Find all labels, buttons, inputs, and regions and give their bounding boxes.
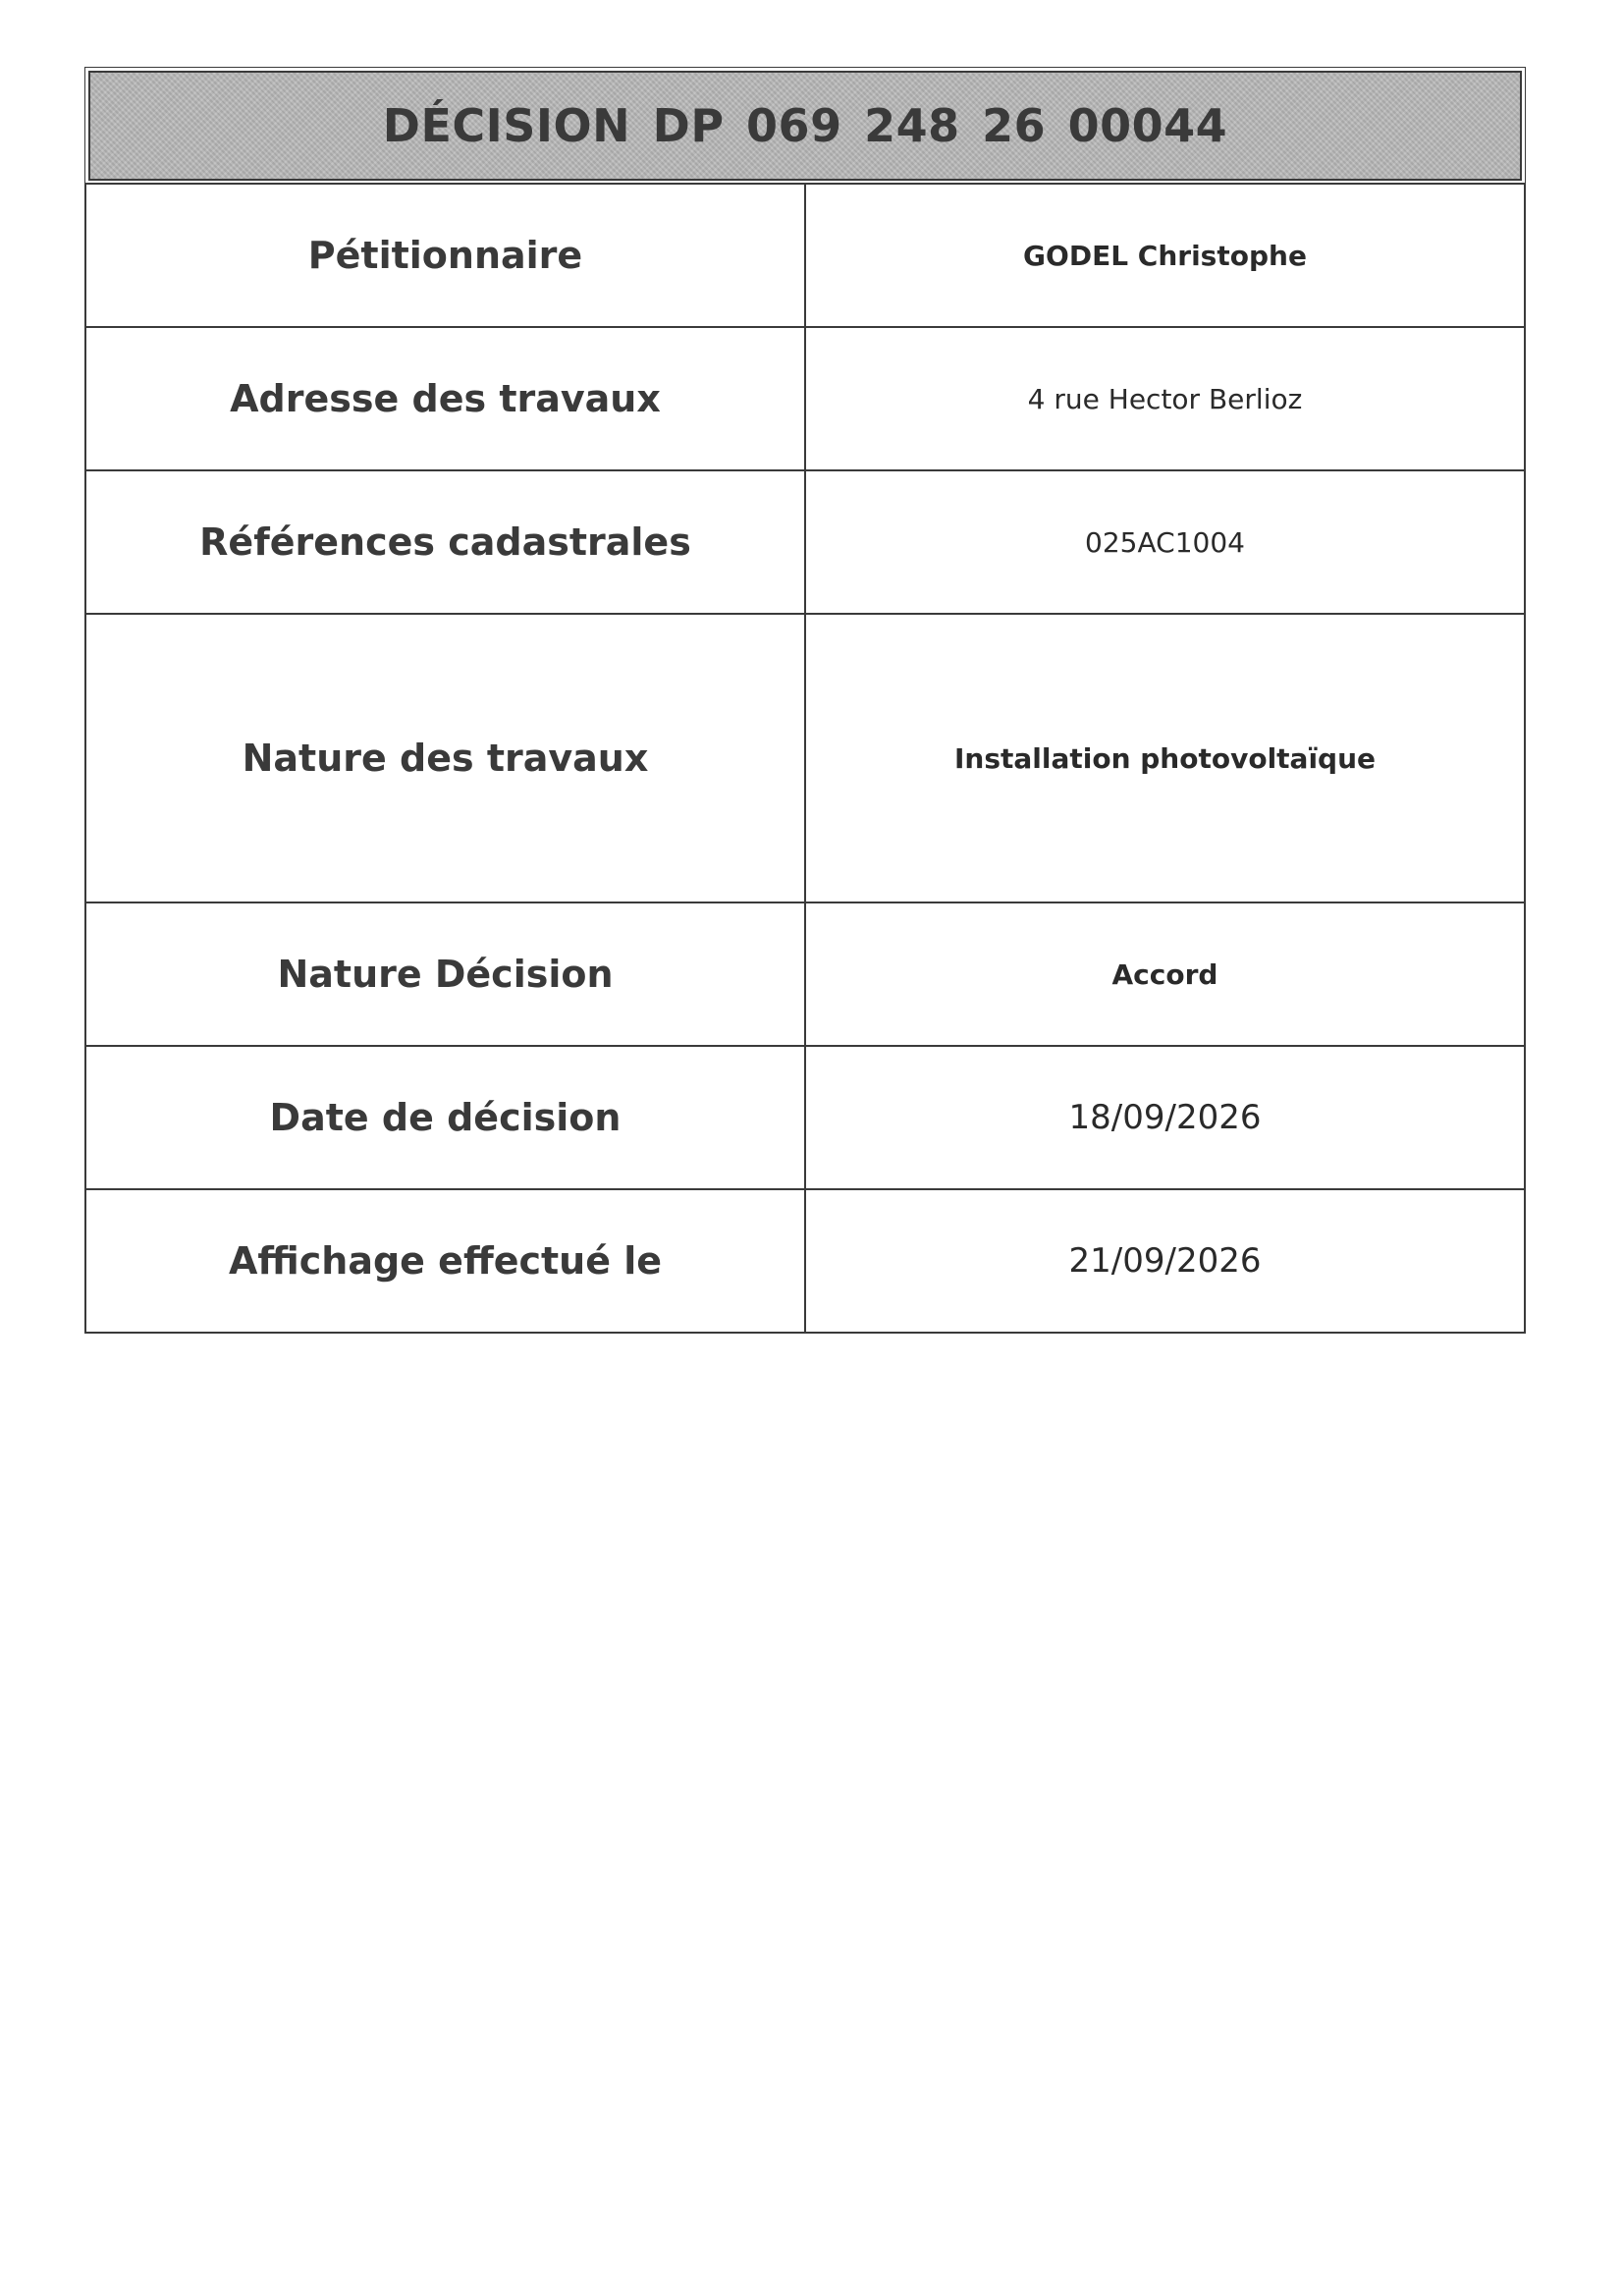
row-value: Accord [805,902,1525,1046]
table-row-affichage [85,1189,1525,1333]
table-row-date-decision [85,1046,1525,1189]
row-value: 025AC1004 [805,470,1525,614]
row-value: 21/09/2026 [805,1189,1525,1333]
row-value: 18/09/2026 [805,1046,1525,1189]
table-row-petitionnaire [85,184,1525,327]
row-label: Date de décision [85,1046,805,1189]
title-banner [88,71,1522,181]
row-label: Affichage effectué le [85,1189,805,1333]
table-row-nature-travaux [85,614,1525,902]
decision-sheet [84,67,1526,1334]
row-label: Nature Décision [85,902,805,1046]
row-value: 4 rue Hector Berlioz [805,327,1525,470]
table-row-nature-decision [85,902,1525,1046]
decision-table [84,183,1526,1334]
row-label: Nature des travaux [85,614,805,902]
table-row-adresse [85,327,1525,470]
document-title: DÉCISION DP 069 248 26 00044 [382,99,1228,152]
row-value: Installation photovoltaïque [805,614,1525,902]
row-label: Adresse des travaux [85,327,805,470]
row-label: Références cadastrales [85,470,805,614]
row-value: GODEL Christophe [805,184,1525,327]
table-row-references [85,470,1525,614]
row-label: Pétitionnaire [85,184,805,327]
